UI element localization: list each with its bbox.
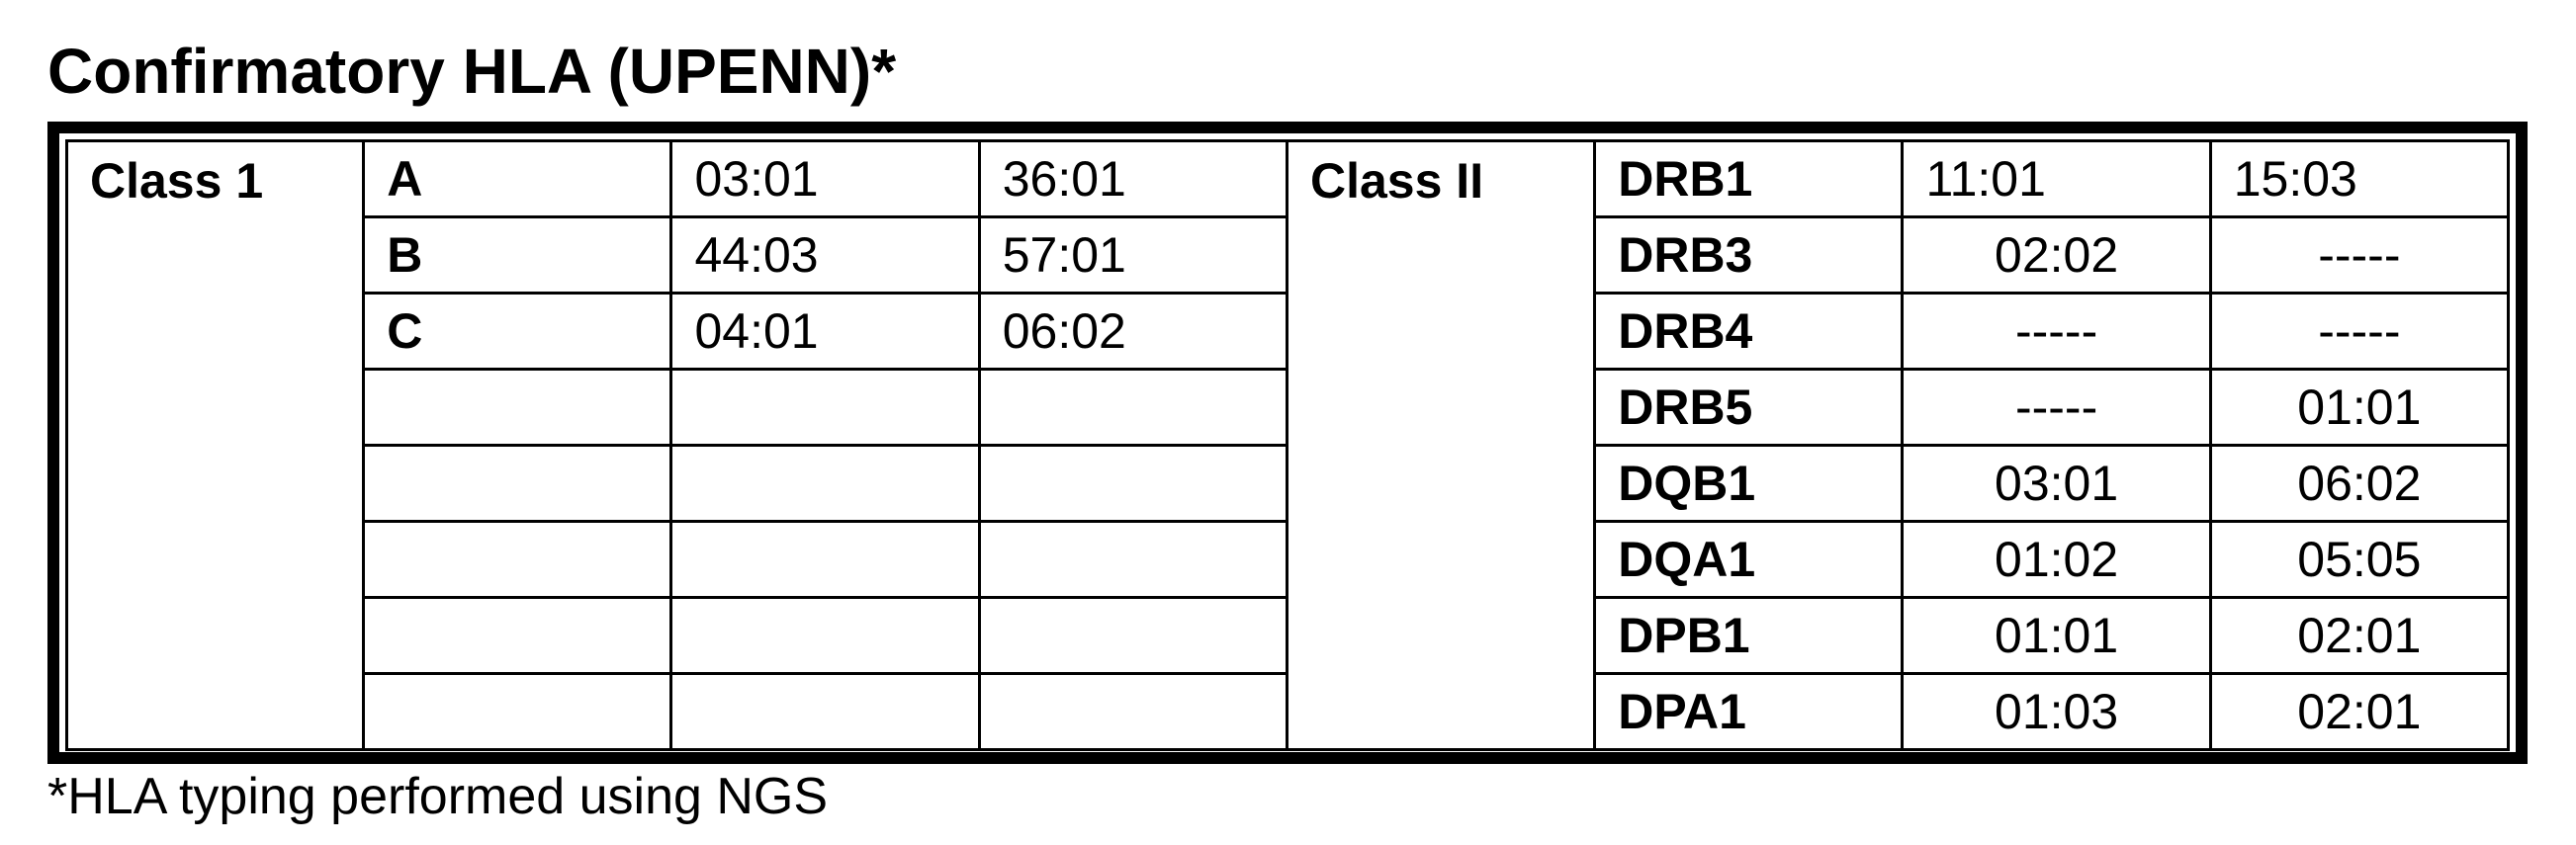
class1-locus: [364, 674, 671, 750]
class2-allele1: -----: [1903, 370, 2210, 446]
class2-locus: DRB4: [1595, 294, 1903, 370]
class2-locus: DPA1: [1595, 674, 1903, 750]
class1-locus: C: [364, 294, 671, 370]
class1-allele1: 44:03: [671, 217, 979, 294]
class1-locus: [364, 522, 671, 598]
class1-allele2: [979, 674, 1287, 750]
class1-allele1: 03:01: [671, 141, 979, 217]
class1-label: Class 1: [67, 141, 364, 750]
class1-allele1: 04:01: [671, 294, 979, 370]
class2-locus: DRB3: [1595, 217, 1903, 294]
class2-allele1: 03:01: [1903, 446, 2210, 522]
class2-allele2: -----: [2210, 217, 2508, 294]
class2-locus: DQB1: [1595, 446, 1903, 522]
class2-allele2: 01:01: [2210, 370, 2508, 446]
class2-allele2: 06:02: [2210, 446, 2508, 522]
class1-allele2: [979, 370, 1287, 446]
class2-locus: DRB1: [1595, 141, 1903, 217]
class1-allele1: [671, 674, 979, 750]
class1-allele2: 36:01: [979, 141, 1287, 217]
class2-allele2: 02:01: [2210, 674, 2508, 750]
class1-locus: B: [364, 217, 671, 294]
class2-locus: DPB1: [1595, 598, 1903, 674]
class2-allele2: 02:01: [2210, 598, 2508, 674]
class2-allele1: 01:02: [1903, 522, 2210, 598]
class2-allele1: 01:03: [1903, 674, 2210, 750]
class1-allele2: [979, 522, 1287, 598]
class1-allele1: [671, 598, 979, 674]
class2-allele1: -----: [1903, 294, 2210, 370]
class1-allele1: [671, 446, 979, 522]
hla-table-frame: [47, 122, 2528, 764]
class2-allele2: -----: [2210, 294, 2508, 370]
footnote: *HLA typing performed using NGS: [47, 768, 829, 825]
class2-allele1: 01:01: [1903, 598, 2210, 674]
table-row: [67, 141, 2509, 217]
class1-allele2: [979, 598, 1287, 674]
class1-locus: [364, 370, 671, 446]
page-title: Confirmatory HLA (UPENN)*: [47, 36, 897, 107]
hla-typing-table: [65, 139, 2510, 751]
class1-allele2: 06:02: [979, 294, 1287, 370]
class2-locus: DRB5: [1595, 370, 1903, 446]
class2-locus: DQA1: [1595, 522, 1903, 598]
class1-allele2: 57:01: [979, 217, 1287, 294]
class2-allele1: 02:02: [1903, 217, 2210, 294]
class1-locus: [364, 446, 671, 522]
class1-allele1: [671, 370, 979, 446]
hla-table-inner: [59, 133, 2516, 752]
class2-allele1: 11:01: [1903, 141, 2210, 217]
class2-allele2: 05:05: [2210, 522, 2508, 598]
class1-allele1: [671, 522, 979, 598]
class1-locus: A: [364, 141, 671, 217]
class2-allele2: 15:03: [2210, 141, 2508, 217]
class2-label: Class II: [1287, 141, 1594, 750]
class1-allele2: [979, 446, 1287, 522]
class1-locus: [364, 598, 671, 674]
